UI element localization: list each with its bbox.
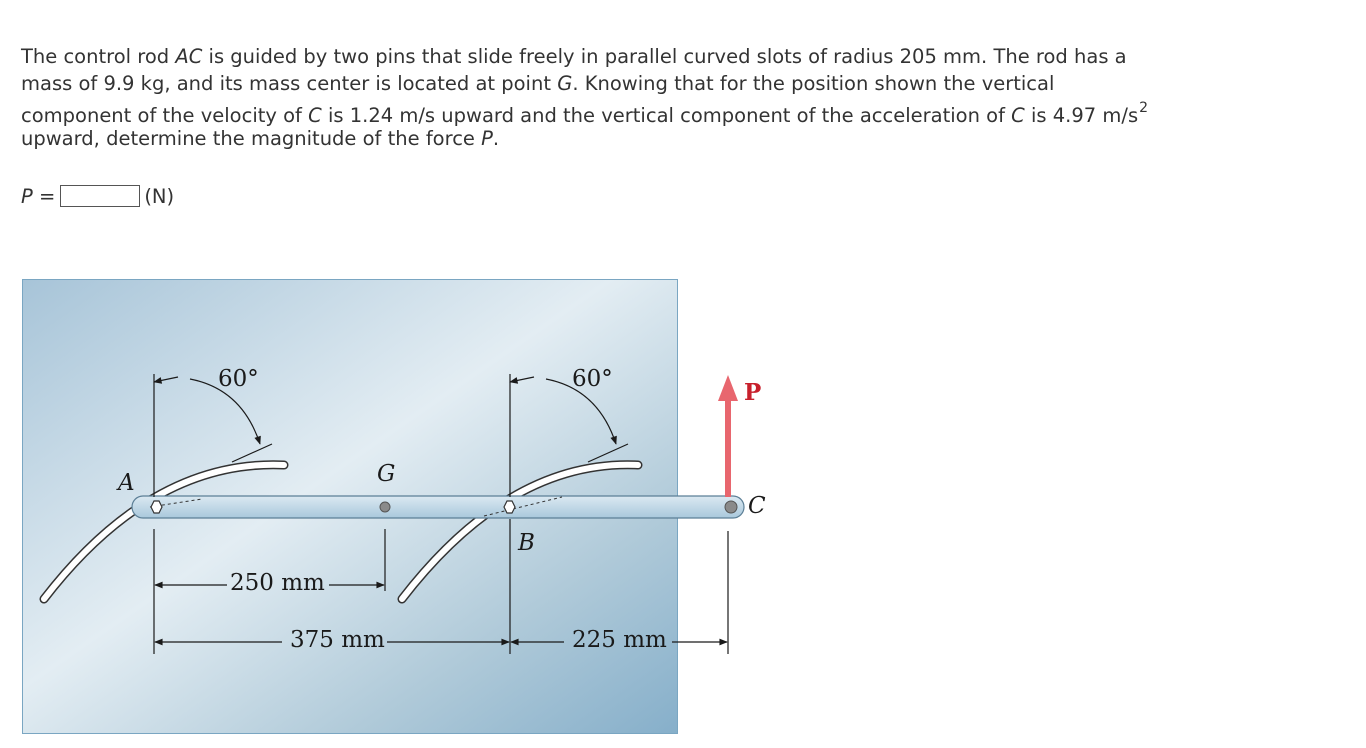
mechanism-diagram [22, 279, 766, 734]
point-a-label: A [118, 470, 135, 496]
equals-sign: = [32, 184, 56, 208]
point-c-label: C [748, 493, 766, 519]
superscript: 2 [1139, 100, 1149, 116]
answer-unit: (N) [144, 184, 175, 208]
control-rod [132, 496, 744, 518]
dim-375-label: 375 mm [290, 627, 385, 653]
text-segment: is guided by two pins that slide freely in parallel curved slots of radius 205 mm. The rod has a [202, 45, 1127, 68]
force-p-arrowhead [718, 375, 738, 401]
problem-line-2 [21, 71, 1221, 98]
point-c-dot [725, 501, 737, 513]
pin-b [504, 501, 515, 513]
point-g-dot [380, 502, 390, 512]
answer-variable: P [21, 184, 33, 208]
text-segment: is 1.24 m/s upward and the vertical component of the acceleration of [321, 104, 1012, 127]
problem-statement [21, 44, 1221, 152]
angle-right-label: 60° [572, 366, 613, 392]
text-segment: . Knowing that for the position shown the vertical [572, 71, 1055, 95]
dim-225-label: 225 mm [572, 627, 667, 653]
rod-name: AC [175, 45, 203, 68]
problem-line-1 [21, 44, 1221, 71]
text-segment: mass of 9.9 kg, and its mass center is located at point [21, 71, 558, 95]
force-name: P [481, 126, 493, 150]
figure-panel [22, 279, 766, 734]
text-segment: . [492, 126, 500, 150]
answer-label [21, 185, 55, 208]
text-segment: component of the velocity of [21, 104, 309, 127]
angle-left-label: 60° [218, 366, 259, 392]
dim-250-label: 250 mm [230, 570, 325, 596]
pin-a [151, 501, 162, 513]
text-segment: The control rod [21, 45, 176, 68]
point-g-label: G [377, 461, 396, 487]
force-p-label: P [744, 379, 762, 406]
answer-row [21, 183, 174, 209]
point-b-label: B [518, 530, 535, 556]
mass-center-name: G [557, 71, 573, 95]
point-c-name: C [308, 104, 322, 127]
point-c-name: C [1011, 104, 1025, 127]
answer-input[interactable] [60, 185, 140, 207]
text-segment: upward, determine the magnitude of the force [21, 126, 482, 150]
text-segment: is 4.97 m/s [1024, 104, 1139, 127]
